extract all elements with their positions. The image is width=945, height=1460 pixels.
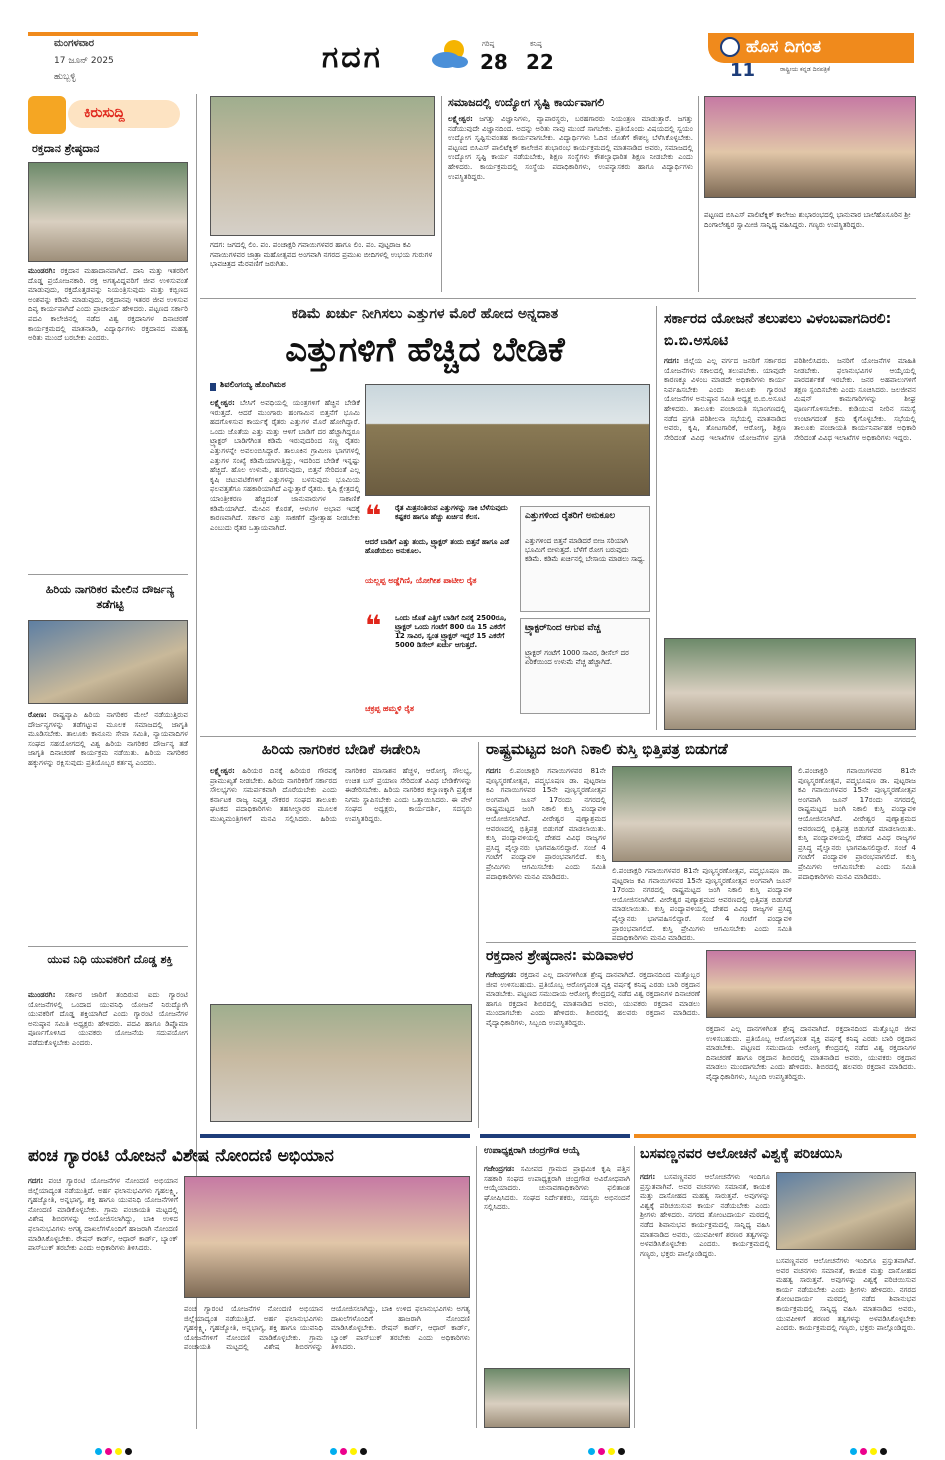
masthead [0, 0, 945, 88]
cooperative-photo [484, 1368, 630, 1428]
blood-body-cont [706, 1024, 916, 1126]
kirusuddi-label: ಕಿರುಸುದ್ದಿ [84, 105, 125, 121]
story-title: ಯುವ ನಿಧಿ ಯುವಕರಿಗೆ ದೊಡ್ಡ ಶಕ್ತಿ [47, 953, 173, 966]
lead-kicker: ಕಡಿಮೆ ಖರ್ಚು ನೀಗಿಸಲು ಎತ್ತುಗಳ ಮೊರೆ ಹೋದ ಅನ್ನದಾತ [291, 306, 559, 322]
divider [28, 574, 188, 575]
byline-marker [210, 383, 216, 391]
elders-title: ಹಿರಿಯ ನಾಗರಿಕರ ಬೇಡಿಕೆ ಈಡೇರಿಸಿ [261, 742, 421, 758]
divider [28, 946, 188, 947]
column-divider [476, 1146, 477, 1428]
info-box-title: ಎತ್ತುಗಳಿಂದ ರೈತರಿಗೆ ಅನುಕೂಲ [525, 511, 616, 521]
section-rule [634, 1134, 916, 1138]
info-box [520, 506, 650, 612]
story-place: ಲಕ್ಷ್ಮೇಶ್ವರ: [210, 398, 235, 407]
story-place: ಗದಗ: [486, 766, 502, 775]
weather-low: 22 [526, 50, 554, 74]
procession-photo [210, 96, 435, 236]
section-divider [200, 736, 916, 737]
story-place: ಗದಗ: [640, 1172, 656, 1181]
story-text: ಸರ್ಕಾರ ಜಾರಿಗೆ ತಂದಿರುವ ಐದು ಗ್ಯಾರಂಟಿ ಯೋಜನೆಗಳಲ್ಲಿ ಒಂದಾದ ಯುವನಿಧಿ ಯೋಜನೆ ನಿರುದ್ಯೋಗಿ ಯುವಕರಿಗೆ ದೊಡ್ಡ ಶಕ್ತಿಯಾಗಿದೆ ಎಂದು ಗ್ಯಾರಂಟಿ ಯೋಜನೆಗಳ ಅನುಷ್ಠಾನ ಸಮಿತಿ ಅಧ್ಯಕ್ಷರು ಹೇಳಿದರು. ಪದವಿ ಹಾಗೂ ಡಿಪ್ಲೊಮಾ ಪೂರ್ಣಗೊಳಿಸಿದ ಯುವಕರು ಯೋಜನೆಯ ಸದುಪಯೋಗ ಪಡೆದುಕೊಳ್ಳಬೇಕು ಎಂದರು. [28, 990, 188, 1047]
lead-quote-box [365, 609, 515, 722]
weather-low-label: ಕನಿಷ್ಠ [530, 40, 542, 48]
print-registration-marks [850, 1440, 890, 1459]
lead-body [210, 398, 360, 734]
story-text: ಬಸವಣ್ಣನವರ ಆಲೋಚನೆಗಳು ಇಂದಿಗೂ ಪ್ರಸ್ತುತವಾಗಿವೆ. ಅವರ ವಚನಗಳು ಸಮಾನತೆ, ಕಾಯಕ ಮತ್ತು ದಾಸೋಹದ ಮಹತ್ವ ಸಾರುತ್ತವೆ. ಅವುಗಳನ್ನು ವಿಶ್ವಕ್ಕೆ ಪರಿಚಯಿಸುವ ಕಾರ್ಯ ನಡೆಯಬೇಕು ಎಂದು ಶ್ರೀಗಳು ಹೇಳಿದರು. ನಗರದ ತೋಂಟದಾರ್ಯ ಮಠದಲ್ಲಿ ನಡೆದ ಶಿವಾನುಭವ ಕಾರ್ಯಕ್ರಮದಲ್ಲಿ ಸಾನ್ನಿಧ್ಯ ವಹಿಸಿ ಮಾತನಾಡಿದ ಅವರು, ಯುವಪೀಳಿಗೆ ಶರಣರ ತತ್ವಗಳನ್ನು ಅಳವಡಿಸಿಕೊಳ್ಳಬೇಕು ಎಂದರು. ಕಾರ್ಯಕ್ರಮದಲ್ಲಿ ಗಣ್ಯರು, ಭಕ್ತರು ಪಾಲ್ಗೊಂಡಿದ್ದರು. [776, 1256, 916, 1333]
story-body [28, 710, 188, 938]
registration-camp-photo [184, 1176, 470, 1298]
story-place: ಗಜೇಂದ್ರಗಡ: [486, 970, 517, 979]
shikshak-body [484, 1164, 630, 1364]
masthead-date: 17 ಜೂನ್ 2025 [54, 56, 114, 66]
story-text: ಲಿ.ಪಂಚಾಕ್ಷರಿ ಗವಾಯಿಗಳವರ 81ನೇ ಪುಣ್ಯಸ್ಮರಣೋತ್ಸವ, ಪದ್ಮಭೂಷಣ ಡಾ. ಪುಟ್ಟರಾಜ ಕವಿ ಗವಾಯಿಗಳವರ 15ನೇ ಪುಣ್ಯಸ್ಮರಣೋತ್ಸವ ಅಂಗವಾಗಿ ಜೂನ್ 17ರಂದು ನಗರದಲ್ಲಿ ರಾಷ್ಟ್ರಮಟ್ಟದ ಜಂಗಿ ನಿಕಾಲಿ ಕುಸ್ತಿ ಪಂದ್ಯಾವಳಿ ಆಯೋಜಿಸಲಾಗಿದೆ. ವೀರೇಶ್ವರ ಪುಣ್ಯಾಶ್ರಮದ ಆವರಣದಲ್ಲಿ ಭಿತ್ತಿಪತ್ರ ಬಿಡುಗಡೆ ಮಾಡಲಾಯಿತು. ಕುಸ್ತಿ ಪಂದ್ಯಾವಳಿಯಲ್ಲಿ ದೇಶದ ವಿವಿಧ ರಾಜ್ಯಗಳ ಪ್ರಸಿದ್ಧ ಪೈಲ್ವಾನರು ಭಾಗವಹಿಸಲಿದ್ದಾರೆ. ಸಂಜೆ 4 ಗಂಟೆಗೆ ಪಂದ್ಯಾವಳಿ ಪ್ರಾರಂಭವಾಗಲಿದೆ. ಕುಸ್ತಿ ಪ್ರೇಮಿಗಳು ಆಗಮಿಸಬೇಕು ಎಂದು ಸಮಿತಿ ಪದಾಧಿಕಾರಿಗಳು ಮನವಿ ಮಾಡಿದರು. [612, 866, 792, 943]
masthead-edition: ಹುಬ್ಬಳ್ಳಿ [54, 72, 76, 82]
paper-logo [708, 33, 914, 63]
column-divider [478, 742, 479, 1128]
poster-release-photo [612, 766, 792, 862]
basava-title: ಬಸವಣ್ಣನವರ ಆಲೋಚನೆ ವಿಶ್ವಕ್ಕೆ ಪರಿಚಯಿಸಿ [640, 1146, 843, 1162]
story-photo [28, 162, 188, 262]
basava-body-cont [776, 1256, 916, 1428]
story-body [28, 266, 188, 562]
lead-byline-text: ಶಿವಲಿಂಗಯ್ಯ ಹೊಂಗಿಮಠ [220, 380, 286, 389]
college-event-photo [704, 96, 916, 198]
paper-tagline: ರಾಷ್ಟ್ರೀಯ ಕನ್ನಡ ದಿನಪತ್ರಿಕೆ [780, 66, 831, 73]
info-box-text: ಎತ್ತುಗಳಿಂದ ಬಿತ್ತನೆ ಮಾಡಿದರೆ ಬೀಜ ಸರಿಯಾಗಿ ಭೂಮಿಗೆ ಬೀಳುತ್ತದೆ. ಬೆಳೆಗೆ ರೋಗ ಬರುವುದು ಕಡಿಮೆ. ಕಡಿಮೆ ಖರ್ಚಿನಲ್ಲಿ ಬೇಸಾಯ ಮಾಡಲು ಸಾಧ್ಯ. [525, 537, 645, 563]
college-event-caption: ಪಟ್ಟಣದ ಬಿಸಿಎಸ್ ಪಾಲಿಟೆಕ್ನಿಕ್ ಕಾಲೇಜು ಶುಭಾರಂಭದಲ್ಲಿ ಭಾನುವಾರ ಬಾಲೆಹೊಸೂರಿನ ಶ್ರೀ ದಿಂಗಾಲೇಶ್ವರ ಸ್ವಾಮೀಜಿ ಸಾನ್ನಿಧ್ಯ ವಹಿಸಿದ್ದರು. ಗಣ್ಯರು ಉಪಸ್ಥಿತರಿದ್ದರು. [704, 210, 911, 229]
info-box-title: ಟ್ರ್ಯಾಕ್ಟರ್‌ನಿಂದ ಆಗುವ ವೆಚ್ಚ [525, 623, 601, 633]
lead-byline [210, 380, 360, 394]
wrestling-body-col3 [798, 766, 916, 936]
quote-mark-icon: ❝ [365, 499, 382, 532]
page-number: 11 [730, 60, 756, 81]
story-place: ಮುಂಡರಗಿ: [28, 266, 56, 275]
story-place: ಲಕ್ಷ್ಮೇಶ್ವರ: [210, 766, 235, 775]
masthead-orange-band [28, 32, 198, 36]
story-place: ಗದಗ: [28, 1176, 44, 1185]
lead-headline: ಎತ್ತುಗಳಿಗೆ ಹೆಚ್ಚಿದ ಬೇಡಿಕೆ [285, 330, 565, 370]
story-text: ಬೇಸಿಗೆ ಅವಧಿಯಲ್ಲಿ ಯಂತ್ರಗಳಿಗೆ ಹೆಚ್ಚಿನ ಬೇಡಿಕೆ ಇರುತ್ತದೆ. ಆದರೆ ಮುಂಗಾರು ಹಂಗಾಮಿನ ಬಿತ್ತನೆಗೆ ಭೂಮಿ ಹದಗೊಳಿಸುವ ಕಾರ್ಯಕ್ಕೆ ರೈತರು ಎತ್ತುಗಳ ಮೊರೆ ಹೋಗಿದ್ದಾರೆ. ಒಂದು ಜೊತೆಯ ಎತ್ತು ಮತ್ತು ಆಳಿಗೆ ಬಾಡಿಗೆ ದರ ಹೆಚ್ಚಾಗಿದ್ದರೂ ಟ್ರ್ಯಾಕ್ಟರ್ ಬಾಡಿಗೆಗಿಂತ ಕಡಿಮೆ ಇರುವುದರಿಂದ ಸಣ್ಣ ರೈತರು ಎತ್ತುಗಳನ್ನೇ ಅವಲಂಬಿಸಿದ್ದಾರೆ. ತಾಲೂಕಿನ ಗ್ರಾಮೀಣ ಭಾಗಗಳಲ್ಲಿ ಎತ್ತುಗಳ ಸಂಖ್ಯೆ ಕಡಿಮೆಯಾಗುತ್ತಿದ್ದು, ಇದರಿಂದ ಬೇಡಿಕೆ ಇನ್ನಷ್ಟು ಹೆಚ್ಚಿದೆ. ಹೊಲ ಉಳುಮೆ, ಹರಗುವುದು, ಬಿತ್ತನೆ ಸೇರಿದಂತೆ ಎಲ್ಲ ಕೃಷಿ ಚಟುವಟಿಕೆಗಳಿಗೆ ಎತ್ತುಗಳನ್ನು ಬಳಸುವುದು ಭೂಮಿಯ ಫಲವತ್ತತೆಗೂ ಸಹಕಾರಿಯಾಗಿದೆ ಎನ್ನುತ್ತಾರೆ ರೈತರು. ಕೃಷಿ ಕ್ಷೇತ್ರದಲ್ಲಿ ಯಾಂತ್ರೀಕರಣ ಹೆಚ್ಚಿದಂತೆ ಜಾನುವಾರುಗಳ ಸಾಕಾಣಿಕೆ ಕಡಿಮೆಯಾಗಿದೆ. ಮೇವಿನ ಕೊರತೆ, ಆಳುಗಳ ಅಭಾವ ಇದಕ್ಕೆ ಕಾರಣವಾಗಿದೆ. ಸರ್ಕಾರ ಎತ್ತು ಸಾಕಣೆಗೆ ಪ್ರೋತ್ಸಾಹ ನೀಡಬೇಕು ಎಂಬುದು ರೈತರ ಒತ್ತಾಯವಾಗಿದೆ. [210, 398, 361, 532]
govt-title: ಸರ್ಕಾರದ ಯೋಜನೆ ತಲುಪಲು ವಿಳಂಬವಾಗದಿರಲಿ: ಬಿ.ಬಿ.ಅಸೂಟಿ [664, 311, 892, 349]
quote-intro: ರೈತ ಮಿತ್ರನಂತಿರುವ ಎತ್ತುಗಳನ್ನು ಸಾಕಿ ಬೆಳೆಸುವುದು ಕಷ್ಟಕರ ಹಾಗೂ ಹೆಚ್ಚು ಖರ್ಚಿನ ಕೆಲಸ. [395, 504, 508, 521]
info-box-text: ಟ್ರ್ಯಾಕ್ಟರ್ ಗಂಟೆಗೆ 1000 ಸಾವಿರ, ಡೀಸೆಲ್ ದರ ಏರಿಕೆಯಿಂದ ಉಳುಮೆ ವೆಚ್ಚ ಹೆಚ್ಚಾಗಿದೆ. [525, 649, 629, 666]
paper-logo-icon [720, 37, 740, 57]
story-text: ಬಸವಣ್ಣನವರ ಆಲೋಚನೆಗಳು ಇಂದಿಗೂ ಪ್ರಸ್ತುತವಾಗಿವೆ. ಅವರ ವಚನಗಳು ಸಮಾನತೆ, ಕಾಯಕ ಮತ್ತು ದಾಸೋಹದ ಮಹತ್ವ ಸಾರುತ್ತವೆ. ಅವುಗಳನ್ನು ವಿಶ್ವಕ್ಕೆ ಪರಿಚಯಿಸುವ ಕಾರ್ಯ ನಡೆಯಬೇಕು ಎಂದು ಶ್ರೀಗಳು ಹೇಳಿದರು. ನಗರದ ತೋಂಟದಾರ್ಯ ಮಠದಲ್ಲಿ ನಡೆದ ಶಿವಾನುಭವ ಕಾರ್ಯಕ್ರಮದಲ್ಲಿ ಸಾನ್ನಿಧ್ಯ ವಹಿಸಿ ಮಾತನಾಡಿದ ಅವರು, ಯುವಪೀಳಿಗೆ ಶರಣರ ತತ್ವಗಳನ್ನು ಅಳವಡಿಸಿಕೊಳ್ಳಬೇಕು ಎಂದರು. ಕಾರ್ಯಕ್ರಮದಲ್ಲಿ ಗಣ್ಯರು, ಭಕ್ತರು ಪಾಲ್ಗೊಂಡಿದ್ದರು. [640, 1172, 770, 1258]
hand-icon [28, 96, 66, 134]
story-text: ರಕ್ತದಾನ ಎಲ್ಲ ದಾನಗಳಿಗಿಂತ ಶ್ರೇಷ್ಠ ದಾನವಾಗಿದೆ. ರಕ್ತದಾನದಿಂದ ಮತ್ತೊಬ್ಬರ ಜೀವ ಉಳಿಸಬಹುದು. ಪ್ರತಿಯೊಬ್ಬ ಆರೋಗ್ಯವಂತ ವ್ಯಕ್ತಿ ವರ್ಷಕ್ಕೆ ಕನಿಷ್ಠ ಎರಡು ಬಾರಿ ರಕ್ತದಾನ ಮಾಡಬೇಕು. ಪಟ್ಟಣದ ಸಮುದಾಯ ಆರೋಗ್ಯ ಕೇಂದ್ರದಲ್ಲಿ ನಡೆದ ವಿಶ್ವ ರಕ್ತದಾನಿಗಳ ದಿನಾಚರಣೆ ಹಾಗೂ ರಕ್ತದಾನ ಶಿಬಿರದಲ್ಲಿ ಮಾತನಾಡಿದ ಅವರು, ಯುವಕರು ರಕ್ತದಾನ ಮಾಡಲು ಮುಂದಾಗಬೇಕು ಎಂದು ಹೇಳಿದರು. ಶಿಬಿರದಲ್ಲಿ ಹಲವರು ರಕ್ತದಾನ ಮಾಡಿದರು. ವೈದ್ಯಾಧಿಕಾರಿಗಳು, ಸಿಬ್ಬಂದಿ ಉಪಸ್ಥಿತರಿದ್ದರು. [706, 1024, 916, 1081]
story-text: ಹಿರಿಯರ ದಿನಕ್ಕೆ ಹಿರಿಯರ ಗೌರವಕ್ಕೆ ಪ್ರಾಮುಖ್ಯತೆ ನೀಡಬೇಕು. ಹಿರಿಯ ನಾಗರಿಕರಿಗೆ ಸರ್ಕಾರದ ಸೌಲಭ್ಯಗಳು ಸಮರ್ಪಕವಾಗಿ ದೊರೆಯಬೇಕು ಎಂದು ಕರ್ನಾಟಕ ರಾಜ್ಯ ನಿವೃತ್ತ ನೌಕರರ ಸಂಘದ ತಾಲೂಕು ಘಟಕದ ಪದಾಧಿಕಾರಿಗಳು ತಹಸೀಲ್ದಾರರ ಮೂಲಕ ಮುಖ್ಯಮಂತ್ರಿಗಳಿಗೆ ಮನವಿ ಸಲ್ಲಿಸಿದರು. ಹಿರಿಯ ನಾಗರಿಕರ ಮಾಸಾಶನ ಹೆಚ್ಚಳ, ಆರೋಗ್ಯ ಸೌಲಭ್ಯ, ಉಚಿತ ಬಸ್ ಪ್ರಯಾಣ ಸೇರಿದಂತೆ ವಿವಿಧ ಬೇಡಿಕೆಗಳನ್ನು ಈಡೇರಿಸಬೇಕು. ಹಿರಿಯ ನಾಗರಿಕರ ಕಲ್ಯಾಣಕ್ಕಾಗಿ ಪ್ರತ್ಯೇಕ ನಿಗಮ ಸ್ಥಾಪಿಸಬೇಕು ಎಂದು ಒತ್ತಾಯಿಸಿದರು. ಈ ವೇಳೆ ಸಂಘದ ಅಧ್ಯಕ್ಷರು, ಕಾರ್ಯದರ್ಶಿ, ಸದಸ್ಯರು ಉಪಸ್ಥಿತರಿದ್ದರು. [210, 766, 472, 823]
masthead-day: ಮಂಗಳವಾರ [54, 38, 95, 49]
section-rule [480, 1134, 630, 1138]
story-title: ರಕ್ತದಾನ ಶ್ರೇಷ್ಠದಾನ [32, 142, 100, 155]
wrestling-body [486, 766, 606, 936]
column-divider [441, 96, 442, 292]
story-place: ರೋಣ: [28, 710, 47, 719]
guarantee-body [28, 1176, 178, 1428]
paper-name: ಹೊಸ ದಿಗಂತ [746, 37, 821, 57]
guarantee-title: ಪಂಚ ಗ್ಯಾರಂಟಿ ಯೋಜನೆ ವಿಶೇಷ ನೋಂದಣಿ ಅಭಿಯಾನ [28, 1146, 334, 1166]
story-photo [28, 620, 188, 704]
story-text: ಜಿಲ್ಲೆಯ ಎಲ್ಲ ವರ್ಗದ ಜನರಿಗೆ ಸರ್ಕಾರದ ಯೋಜನೆಗಳು ಸಕಾಲದಲ್ಲಿ ತಲುಪಬೇಕು. ಯಾವುದೇ ಕಾರಣಕ್ಕೂ ವಿಳಂಬ ಮಾಡದೇ ಅಧಿಕಾರಿಗಳು ಕಾರ್ಯ ನಿರ್ವಹಿಸಬೇಕು ಎಂದು ತಾಲೂಕು ಗ್ಯಾರಂಟಿ ಯೋಜನೆಗಳ ಅನುಷ್ಠಾನ ಸಮಿತಿ ಅಧ್ಯಕ್ಷ ಬಿ.ಬಿ.ಅಸೂಟಿ ಹೇಳಿದರು. ತಾಲೂಕು ಪಂಚಾಯತಿ ಸಭಾಂಗಣದಲ್ಲಿ ನಡೆದ ಪ್ರಗತಿ ಪರಿಶೀಲನಾ ಸಭೆಯಲ್ಲಿ ಮಾತನಾಡಿದ ಅವರು, ಕೃಷಿ, ತೋಟಗಾರಿಕೆ, ಆರೋಗ್ಯ, ಶಿಕ್ಷಣ ಸೇರಿದಂತೆ ವಿವಿಧ ಇಲಾಖೆಗಳ ಯೋಜನೆಗಳ ಪ್ರಗತಿ ಪರಿಶೀಲಿಸಿದರು. ಜನರಿಗೆ ಯೋಜನೆಗಳ ಮಾಹಿತಿ ನೀಡಬೇಕು. ಫಲಾನುಭವಿಗಳ ಆಯ್ಕೆಯಲ್ಲಿ ಪಾರದರ್ಶಕತೆ ಇರಬೇಕು. ಜನರ ಅಹವಾಲುಗಳಿಗೆ ತಕ್ಷಣ ಸ್ಪಂದಿಸಬೇಕು ಎಂದು ಸೂಚಿಸಿದರು. ಜಲಜೀವನ ಮಿಷನ್ ಕಾಮಗಾರಿಗಳನ್ನು ಶೀಘ್ರ ಪೂರ್ಣಗೊಳಿಸಬೇಕು. ಕುಡಿಯುವ ನೀರಿನ ಸಮಸ್ಯೆ ಉಂಟಾಗದಂತೆ ಕ್ರಮ ಕೈಗೊಳ್ಳಬೇಕು. ಸಭೆಯಲ್ಲಿ ತಾಲೂಕು ಪಂಚಾಯತಿ ಕಾರ್ಯನಿರ್ವಾಹಕ ಅಧಿಕಾರಿ ಸೇರಿದಂತೆ ವಿವಿಧ ಇಲಾಖೆಗಳ ಅಧಿಕಾರಿಗಳು ಇದ್ದರು. [664, 356, 916, 442]
section-divider [486, 942, 916, 943]
quote-text: ಒಂದು ಜೊತೆ ಎತ್ತಿಗೆ ಬಾಡಿಗೆ ದಿನಕ್ಕೆ 2500ರೂ, ಟ್ರ್ಯಾಕ್ಟರ್ ಒಂದು ಗಂಟೆಗೆ 800 ರೂ 15 ಎಕರೆಗೆ 12 ಸಾವಿರ, ಸ್ವಂತ ಟ್ರ್ಯಾಕ್ಟರ್ ಇದ್ದರೆ 15 ಎಕರೆಗೆ 5000 ಡಿಸೇಲ್ ಖರ್ಚು ಆಗುತ್ತದೆ. [395, 614, 507, 649]
quote-author: ಚಕ್ರಪ್ಪ ಹಮ್ಮಳಿ ರೈತ [365, 704, 414, 713]
column-divider [698, 96, 699, 292]
story-text: ಲಿ.ಪಂಚಾಕ್ಷರಿ ಗವಾಯಿಗಳವರ 81ನೇ ಪುಣ್ಯಸ್ಮರಣೋತ್ಸವ, ಪದ್ಮಭೂಷಣ ಡಾ. ಪುಟ್ಟರಾಜ ಕವಿ ಗವಾಯಿಗಳವರ 15ನೇ ಪುಣ್ಯಸ್ಮರಣೋತ್ಸವ ಅಂಗವಾಗಿ ಜೂನ್ 17ರಂದು ನಗರದಲ್ಲಿ ರಾಷ್ಟ್ರಮಟ್ಟದ ಜಂಗಿ ನಿಕಾಲಿ ಕುಸ್ತಿ ಪಂದ್ಯಾವಳಿ ಆಯೋಜಿಸಲಾಗಿದೆ. ವೀರೇಶ್ವರ ಪುಣ್ಯಾಶ್ರಮದ ಆವರಣದಲ್ಲಿ ಭಿತ್ತಿಪತ್ರ ಬಿಡುಗಡೆ ಮಾಡಲಾಯಿತು. ಕುಸ್ತಿ ಪಂದ್ಯಾವಳಿಯಲ್ಲಿ ದೇಶದ ವಿವಿಧ ರಾಜ್ಯಗಳ ಪ್ರಸಿದ್ಧ ಪೈಲ್ವಾನರು ಭಾಗವಹಿಸಲಿದ್ದಾರೆ. ಸಂಜೆ 4 ಗಂಟೆಗೆ ಪಂದ್ಯಾವಳಿ ಪ್ರಾರಂಭವಾಗಲಿದೆ. ಕುಸ್ತಿ ಪ್ರೇಮಿಗಳು ಆಗಮಿಸಬೇಕು ಎಂದು ಸಮಿತಿ ಪದಾಧಿಕಾರಿಗಳು ಮನವಿ ಮಾಡಿದರು. [486, 766, 606, 881]
employment-title: ಸಮಾಜದಲ್ಲಿ ಉದ್ಯೋಗ ಸೃಷ್ಟಿ ಕಾರ್ಯವಾಗಲಿ [448, 96, 605, 109]
section-divider [200, 298, 916, 299]
story-place: ಗಜೇಂದ್ರಗಡ: [484, 1164, 515, 1173]
story-text: ರಕ್ತದಾನ ಎಲ್ಲ ದಾನಗಳಿಗಿಂತ ಶ್ರೇಷ್ಠ ದಾನವಾಗಿದೆ. ರಕ್ತದಾನದಿಂದ ಮತ್ತೊಬ್ಬರ ಜೀವ ಉಳಿಸಬಹುದು. ಪ್ರತಿಯೊಬ್ಬ ಆರೋಗ್ಯವಂತ ವ್ಯಕ್ತಿ ವರ್ಷಕ್ಕೆ ಕನಿಷ್ಠ ಎರಡು ಬಾರಿ ರಕ್ತದಾನ ಮಾಡಬೇಕು. ಪಟ್ಟಣದ ಸಮುದಾಯ ಆರೋಗ್ಯ ಕೇಂದ್ರದಲ್ಲಿ ನಡೆದ ವಿಶ್ವ ರಕ್ತದಾನಿಗಳ ದಿನಾಚರಣೆ ಹಾಗೂ ರಕ್ತದಾನ ಶಿಬಿರದಲ್ಲಿ ಮಾತನಾಡಿದ ಅವರು, ಯುವಕರು ರಕ್ತದಾನ ಮಾಡಲು ಮುಂದಾಗಬೇಕು ಎಂದು ಹೇಳಿದರು. ಶಿಬಿರದಲ್ಲಿ ಹಲವರು ರಕ್ತದಾನ ಮಾಡಿದರು. ವೈದ್ಯಾಧಿಕಾರಿಗಳು, ಸಿಬ್ಬಂದಿ ಉಪಸ್ಥಿತರಿದ್ದರು. [486, 970, 700, 1027]
story-text: ರಕ್ತದಾನ ಮಹಾದಾನವಾಗಿದೆ. ದಾನಿ ಮತ್ತು ಇತರರಿಗೆ ದೊಡ್ಡ ಪ್ರಯೋಜನಕಾರಿ. ರಕ್ತ ಅಗತ್ಯವಿದ್ದವರಿಗೆ ಜೀವ ಉಳಿಸುವಂತೆ ಮಾಡುವುದು, ರಕ್ತದೊತ್ತಡವನ್ನು ನಿಯಂತ್ರಿಸುವುದು ಮತ್ತು ಕಬ್ಬಿಣದ ಅಂಶವನ್ನು ಕಡಿಮೆ ಮಾಡುವುದು, ರಕ್ತದಾನವು ಇತರರ ಜೀವ ಉಳಿಸುವ ದಿವ್ಯ ಕಾರ್ಯವಾಗಿದೆ ಎಂದು ಪ್ರಾಚಾರ್ಯ ಹೇಳಿದರು. ಪಟ್ಟಣದ ಸರ್ಕಾರಿ ಪದವಿ ಕಾಲೇಜಿನಲ್ಲಿ ನಡೆದ ವಿಶ್ವ ರಕ್ತದಾನಿಗಳ ದಿನಾಚರಣೆ ಕಾರ್ಯಕ್ರಮದಲ್ಲಿ ಮಾತನಾಡಿ, ವಿದ್ಯಾರ್ಥಿಗಳು ರಕ್ತದಾನದ ಮಹತ್ವ ಅರಿತು ಮುಂದೆ ಬರಬೇಕು ಎಂದರು. [28, 266, 188, 343]
story-text: ರಾಷ್ಟ್ರವ್ಯಾಪಿ ಹಿರಿಯ ನಾಗರಿಕರ ಮೇಲೆ ನಡೆಯುತ್ತಿರುವ ದೌರ್ಜನ್ಯಗಳನ್ನು ತಡೆಗಟ್ಟುವ ಮೂಲಕ ಸಮಾಜದಲ್ಲಿ ಜಾಗೃತಿ ಮೂಡಿಸಬೇಕು. ತಾಲೂಕು ಕಾನೂನು ಸೇವಾ ಸಮಿತಿ, ನ್ಯಾಯವಾದಿಗಳ ಸಂಘದ ಸಹಯೋಗದಲ್ಲಿ ವಿಶ್ವ ಹಿರಿಯ ನಾಗರಿಕರ ದೌರ್ಜನ್ಯ ತಡೆ ಜಾಗೃತಿ ದಿನಾಚರಣೆ ಕಾರ್ಯಕ್ರಮ ನಡೆಯಿತು. ಹಿರಿಯ ನಾಗರಿಕರ ಹಕ್ಕುಗಳನ್ನು ರಕ್ಷಿಸುವುದು ಪ್ರತಿಯೊಬ್ಬರ ಕರ್ತವ್ಯ ಎಂದರು. [28, 710, 188, 767]
weather-high: 28 [480, 50, 508, 74]
info-box [520, 618, 650, 714]
section-rule [200, 1134, 470, 1138]
story-title: ಹಿರಿಯ ನಾಗರಿಕರ ಮೇಲಿನ ದೌರ್ಜನ್ಯ ತಡೆಗಟ್ಟಿ [45, 583, 175, 611]
blood-body [486, 970, 700, 1126]
basava-body [640, 1172, 770, 1428]
print-registration-marks [330, 1440, 370, 1459]
story-text: ಸಮೀಪದ ಗ್ರಾಮದ ಪ್ರಾಥಮಿಕ ಕೃಷಿ ಪತ್ತಿನ ಸಹಕಾರಿ ಸಂಘದ ಉಪಾಧ್ಯಕ್ಷರಾಗಿ ಚಂದ್ರಗೌಡ ಅವಿರೋಧವಾಗಿ ಆಯ್ಕೆಯಾದರು. ಚುನಾವಣಾಧಿಕಾರಿಗಳು ಫಲಿತಾಂಶ ಘೋಷಿಸಿದರು. ಸಂಘದ ನಿರ್ದೇಶಕರು, ಸದಸ್ಯರು ಅಭಿನಂದನೆ ಸಲ್ಲಿಸಿದರು. [484, 1164, 630, 1212]
procession-caption: ಗದಗ: ಜಗದಲ್ಲಿ ಲಿಂ. ಪಂ. ಪಂಚಾಕ್ಷರಿ ಗವಾಯಿಗಳವರ ಹಾಗೂ ಲಿಂ. ಪಂ. ಪುಟ್ಟರಾಜ ಕವಿ ಗವಾಯಿಗಳವರ ಜಾತ್ರಾ ಮಹೋತ್ಸವದ ಅಂಗವಾಗಿ ನಗರದ ಪ್ರಮುಖ ಬೀದಿಗಳಲ್ಲಿ ಉಭಯ ಗುರುಗಳ ಭಾವಚಿತ್ರದ ಮೆರವಣಿಗೆ ಜರುಗಿತು. [210, 240, 433, 269]
weather-high-label: ಗರಿಷ್ಠ [482, 40, 495, 48]
elders-body [210, 766, 472, 998]
column-divider [656, 306, 657, 730]
story-text: ಪಂಚ ಗ್ಯಾರಂಟಿ ಯೋಜನೆಗಳ ನೋಂದಣಿ ಅಭಿಯಾನ ಜಿಲ್ಲೆಯಾದ್ಯಂತ ನಡೆಯುತ್ತಿದೆ. ಅರ್ಹ ಫಲಾನುಭವಿಗಳು ಗೃಹಲಕ್ಷ್ಮಿ, ಗೃಹಜ್ಯೋತಿ, ಅನ್ನಭಾಗ್ಯ, ಶಕ್ತಿ ಹಾಗೂ ಯುವನಿಧಿ ಯೋಜನೆಗಳಿಗೆ ನೋಂದಣಿ ಮಾಡಿಕೊಳ್ಳಬೇಕು. ಗ್ರಾಮ ಪಂಚಾಯತಿ ಮಟ್ಟದಲ್ಲಿ ವಿಶೇಷ ಶಿಬಿರಗಳನ್ನು ಆಯೋಜಿಸಲಾಗಿದ್ದು, ಬಾಕಿ ಉಳಿದ ಫಲಾನುಭವಿಗಳು ಅಗತ್ಯ ದಾಖಲೆಗಳೊಂದಿಗೆ ಹಾಜರಾಗಿ ನೋಂದಣಿ ಮಾಡಿಸಿಕೊಳ್ಳಬೇಕು. ರೇಷನ್ ಕಾರ್ಡ್, ಆಧಾರ್ ಕಾರ್ಡ್, ಬ್ಯಾಂಕ್ ಪಾಸ್‌ಬುಕ್ ತರಬೇಕು ಎಂದು ಅಧಿಕಾರಿಗಳು ತಿಳಿಸಿದರು. [28, 1176, 178, 1253]
meeting-photo [664, 638, 916, 730]
weather-icon [428, 38, 472, 70]
story-place: ಗದಗ: [664, 356, 680, 365]
story-place: ಲಕ್ಷ್ಮೇಶ್ವರ: [448, 114, 473, 123]
shikshak-title: ಉಪಾಧ್ಯಕ್ಷರಾಗಿ ಚಂದ್ರಗೌಡ ಆಯ್ಕೆ [484, 1146, 580, 1156]
shivanubhava-photo [776, 1172, 916, 1250]
story-text: ಪಂಚ ಗ್ಯಾರಂಟಿ ಯೋಜನೆಗಳ ನೋಂದಣಿ ಅಭಿಯಾನ ಜಿಲ್ಲೆಯಾದ್ಯಂತ ನಡೆಯುತ್ತಿದೆ. ಅರ್ಹ ಫಲಾನುಭವಿಗಳು ಗೃಹಲಕ್ಷ್ಮಿ, ಗೃಹಜ್ಯೋತಿ, ಅನ್ನಭಾಗ್ಯ, ಶಕ್ತಿ ಹಾಗೂ ಯುವನಿಧಿ ಯೋಜನೆಗಳಿಗೆ ನೋಂದಣಿ ಮಾಡಿಕೊಳ್ಳಬೇಕು. ಗ್ರಾಮ ಪಂಚಾಯತಿ ಮಟ್ಟದಲ್ಲಿ ವಿಶೇಷ ಶಿಬಿರಗಳನ್ನು ಆಯೋಜಿಸಲಾಗಿದ್ದು, ಬಾಕಿ ಉಳಿದ ಫಲಾನುಭವಿಗಳು ಅಗತ್ಯ ದಾಖಲೆಗಳೊಂದಿಗೆ ಹಾಜರಾಗಿ ನೋಂದಣಿ ಮಾಡಿಸಿಕೊಳ್ಳಬೇಕು. ರೇಷನ್ ಕಾರ್ಡ್, ಆಧಾರ್ ಕಾರ್ಡ್, ಬ್ಯಾಂಕ್ ಪಾಸ್‌ಬುಕ್ ತರಬೇಕು ಎಂದು ಅಧಿಕಾರಿಗಳು ತಿಳಿಸಿದರು. [184, 1304, 470, 1352]
elders-group-photo [210, 1004, 472, 1122]
wrestling-body-cont [612, 866, 792, 943]
bullock-ploughing-photo [365, 384, 650, 496]
masthead-city: ಗದಗ [322, 40, 383, 75]
govt-body [664, 356, 916, 632]
quote-mark-icon: ❝ [365, 609, 382, 642]
employment-body [448, 114, 693, 290]
guarantee-body-cont [184, 1304, 470, 1428]
blood-camp-photo [706, 950, 916, 1018]
print-registration-marks [588, 1440, 628, 1459]
column-divider [634, 1146, 635, 1428]
print-registration-marks [95, 1440, 135, 1459]
story-place: ಮುಂಡರಗಿ: [28, 990, 56, 999]
story-text: ಜಗತ್ತು ವಿಜ್ಞಾನಿಗಳು, ವ್ಯಾಪಾರಸ್ಥರು, ಬರಹಗಾರರು ನಿಯಂತ್ರಣ ಮಾಡುತ್ತಾರೆ. ಜಗತ್ತು ನಡೆಯುವುದೇ ವಿಜ್ಞಾನದಿಂದ. ಅದನ್ನು ಅರಿತು ನಾವು ಮುಂದೆ ಸಾಗಬೇಕು. ಪ್ರತಿಯೊಂದು ವಿಷಯದಲ್ಲಿ ಸ್ವಯಂ ಉದ್ಯೋಗ ಸೃಷ್ಟಿಸುವಂತಹ ಕಾರ್ಯವಾಗಬೇಕು. ವಿದ್ಯಾರ್ಥಿಗಳು ಓದಿನ ಜೊತೆಗೆ ಕೌಶಲ್ಯ ಬೆಳೆಸಿಕೊಳ್ಳಬೇಕು. ಪಟ್ಟಣದ ಬಿಸಿಎಸ್ ಪಾಲಿಟೆಕ್ನಿಕ್ ಕಾಲೇಜಿನ ಶುಭಾರಂಭ ಕಾರ್ಯಕ್ರಮದಲ್ಲಿ ಮಾತನಾಡಿದ ಅವರು, ಸಮಾಜದಲ್ಲಿ ಉದ್ಯೋಗ ಸೃಷ್ಟಿ ಕಾರ್ಯ ನಡೆಯಬೇಕು, ಶಿಕ್ಷಣ ಸಂಸ್ಥೆಗಳು ಕೌಶಲ್ಯಾಧಾರಿತ ಶಿಕ್ಷಣ ನೀಡಬೇಕು ಎಂದು ಹೇಳಿದರು. ಕಾರ್ಯಕ್ರಮದಲ್ಲಿ ಸಂಸ್ಥೆಯ ಪದಾಧಿಕಾರಿಗಳು, ಉಪನ್ಯಾಸಕರು ಹಾಗೂ ವಿದ್ಯಾರ್ಥಿಗಳು ಉಪಸ್ಥಿತರಿದ್ದರು. [448, 114, 693, 181]
kirusuddi-banner [28, 94, 188, 136]
wrestling-title: ರಾಷ್ಟ್ರಮಟ್ಟದ ಜಂಗಿ ನಿಕಾಲಿ ಕುಸ್ತಿ ಭಿತ್ತಿಪತ್ರ ಬಿಡುಗಡೆ [486, 740, 728, 758]
blood-title: ರಕ್ತದಾನ ಶ್ರೇಷ್ಠದಾನ: ಮಡಿವಾಳರ [486, 948, 634, 964]
lead-quote-box [365, 499, 515, 612]
story-text: ಲಿ.ಪಂಚಾಕ್ಷರಿ ಗವಾಯಿಗಳವರ 81ನೇ ಪುಣ್ಯಸ್ಮರಣೋತ್ಸವ, ಪದ್ಮಭೂಷಣ ಡಾ. ಪುಟ್ಟರಾಜ ಕವಿ ಗವಾಯಿಗಳವರ 15ನೇ ಪುಣ್ಯಸ್ಮರಣೋತ್ಸವ ಅಂಗವಾಗಿ ಜೂನ್ 17ರಂದು ನಗರದಲ್ಲಿ ರಾಷ್ಟ್ರಮಟ್ಟದ ಜಂಗಿ ನಿಕಾಲಿ ಕುಸ್ತಿ ಪಂದ್ಯಾವಳಿ ಆಯೋಜಿಸಲಾಗಿದೆ. ವೀರೇಶ್ವರ ಪುಣ್ಯಾಶ್ರಮದ ಆವರಣದಲ್ಲಿ ಭಿತ್ತಿಪತ್ರ ಬಿಡುಗಡೆ ಮಾಡಲಾಯಿತು. ಕುಸ್ತಿ ಪಂದ್ಯಾವಳಿಯಲ್ಲಿ ದೇಶದ ವಿವಿಧ ರಾಜ್ಯಗಳ ಪ್ರಸಿದ್ಧ ಪೈಲ್ವಾನರು ಭಾಗವಹಿಸಲಿದ್ದಾರೆ. ಸಂಜೆ 4 ಗಂಟೆಗೆ ಪಂದ್ಯಾವಳಿ ಪ್ರಾರಂಭವಾಗಲಿದೆ. ಕುಸ್ತಿ ಪ್ರೇಮಿಗಳು ಆಗಮಿಸಬೇಕು ಎಂದು ಸಮಿತಿ ಪದಾಧಿಕಾರಿಗಳು ಮನವಿ ಮಾಡಿದರು. [798, 766, 916, 881]
quote-text: ಆದರೆ ಬಾಡಿಗೆ ಎತ್ತು ತಂದು, ಟ್ರ್ಯಾಕ್ಟರ್ ತಂದು ಬಿತ್ತನೆ ಹಾಗೂ ಎಡೆ ಹೊಡೆಯಲು ಅನುಕೂಲ. [365, 538, 510, 555]
quote-author: ಯಲ್ಲಪ್ಪ ಅಡ್ಡೆಗಿಣಿ, ಯೋಗೀಶ ಪಾಟೀಲ ರೈತ [365, 576, 477, 585]
